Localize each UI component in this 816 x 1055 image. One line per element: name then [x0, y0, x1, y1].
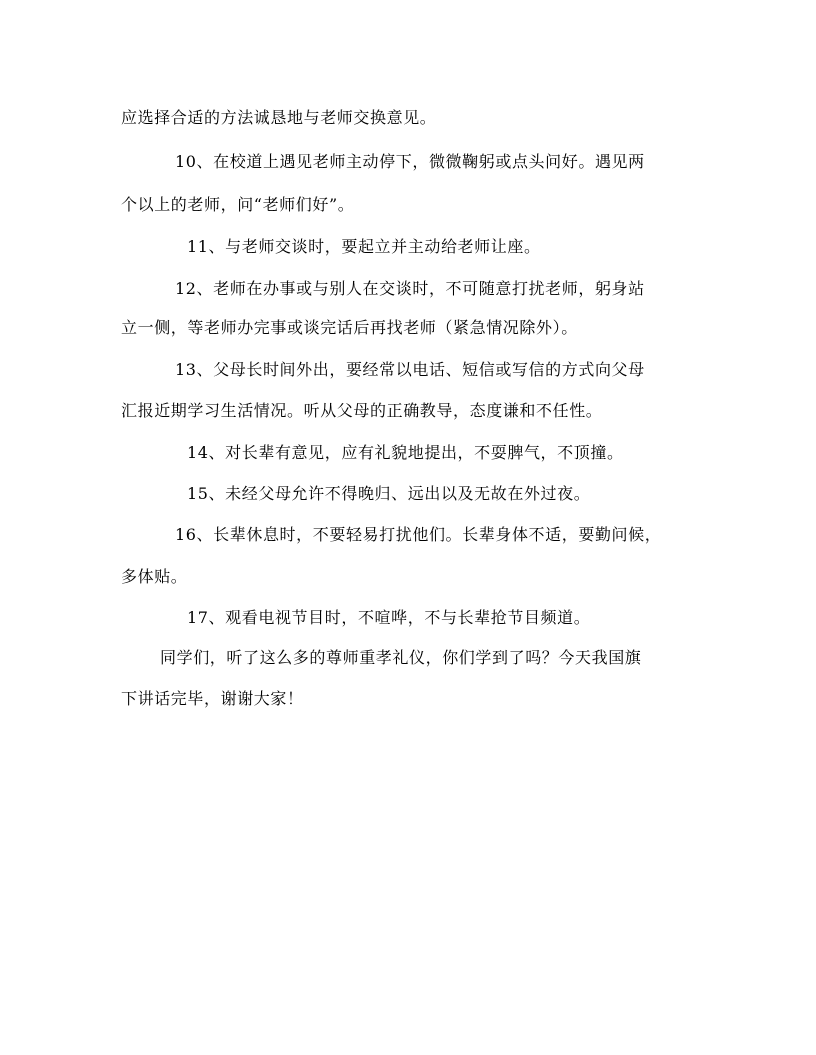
item-12-line-2: 立一侧，等老师办完事或谈完话后再找老师（紧急情况除外）。 [121, 318, 578, 337]
closing-line-2: 下讲话完毕，谢谢大家！ [121, 689, 304, 708]
item-10-line-1: 10、在校道上遇见老师主动停下，微微鞠躬或点头问好。遇见两 [175, 152, 645, 171]
item-10-line-2: 个以上的老师，问“老师们好”。 [121, 195, 355, 214]
item-13-line-2: 汇报近期学习生活情况。听从父母的正确教导，态度谦和不任性。 [121, 401, 603, 420]
text-line: 应选择合适的方法诚恳地与老师交换意见。 [121, 108, 437, 127]
item-15-line: 15、未经父母允许不得晚归、远出以及无故在外过夜。 [187, 484, 591, 503]
item-16-line-1: 16、长辈休息时，不要轻易打扰他们。长辈身体不适，要勤问候， [175, 525, 662, 544]
closing-line-1: 同学们，听了这么多的尊师重孝礼仪，你们学到了吗？今天我国旗 [160, 648, 642, 667]
item-17-line: 17、观看电视节目时，不喧哗，不与长辈抢节目频道。 [187, 608, 591, 627]
item-12-line-1: 12、老师在办事或与别人在交谈时，不可随意打扰老师，躬身站 [175, 279, 645, 298]
item-16-line-2: 多体贴。 [121, 567, 188, 586]
item-13-line-1: 13、父母长时间外出，要经常以电话、短信或写信的方式向父母 [175, 360, 645, 379]
item-14-line: 14、对长辈有意见，应有礼貌地提出，不耍脾气，不顶撞。 [187, 443, 624, 462]
item-11-line: 11、与老师交谈时，要起立并主动给老师让座。 [187, 237, 541, 256]
